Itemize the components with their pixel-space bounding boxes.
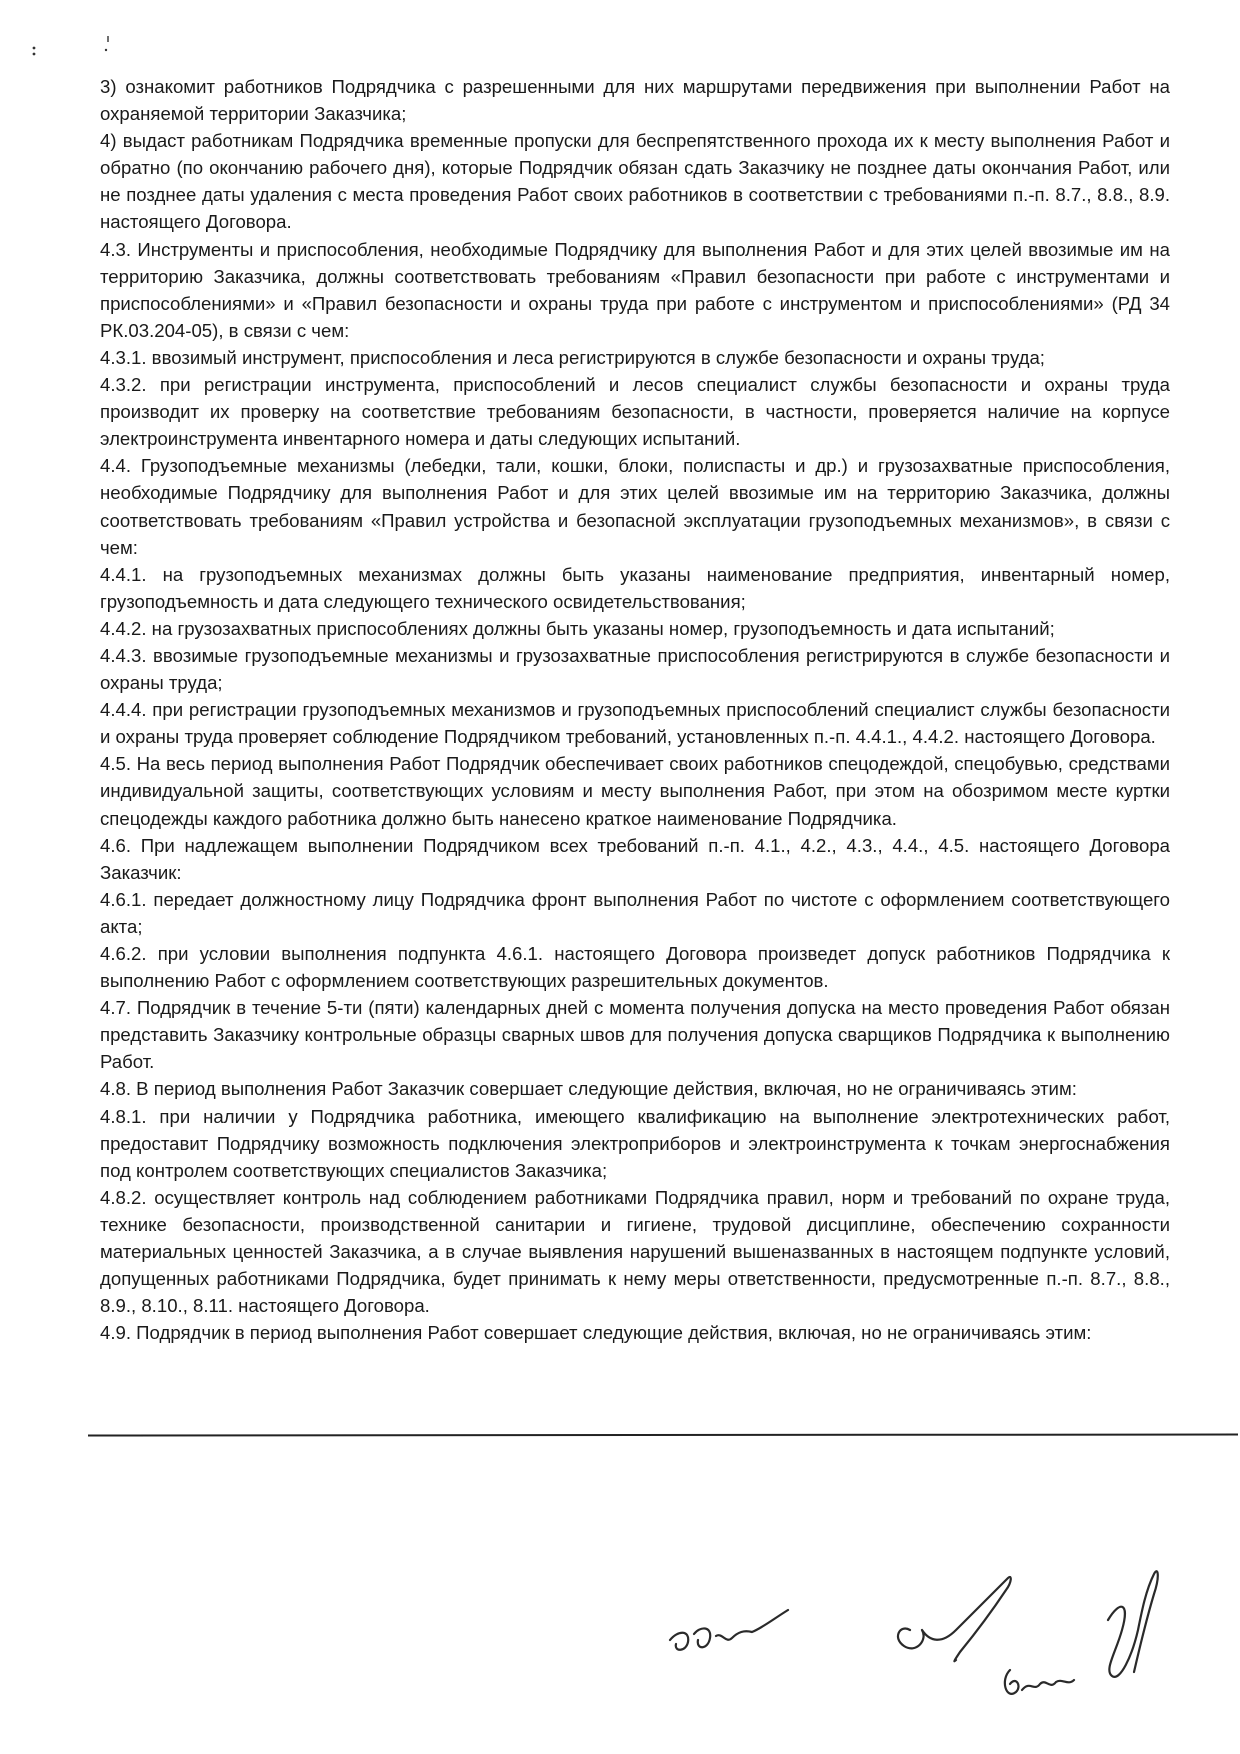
paragraph: 4.5. На весь период выполнения Работ Подрядчик обеспечивает своих работников спецодеждой, спецобувью, средствами индивидуальной защиты, соответствующих условиям и месту выполнения Работ, при этом на обозримом месте куртки спецодежды каждого работника должно быть нанесено краткое наименование Подрядчика. (100, 753, 1170, 829)
signature-3 (1005, 1670, 1074, 1694)
paragraph: 4.8.1. при наличии у Подрядчика работника, имеющего квалификацию на выполнение электротехнических работ, предоставит Подрядчику возможность подключения электроприборов и электроинструмента к точкам энергоснабжения под контролем соответствующих специалистов Заказчика; (100, 1105, 1170, 1181)
paragraph: 4.7. Подрядчик в течение 5-ти (пяти) календарных дней с момента получения допуска на место проведения Работ обязан представить Заказчику контрольные образцы сварных швов для получения допуска сварщиков Подрядчика к выполнению Работ. (100, 997, 1170, 1073)
scan-line-artifact (88, 1433, 1238, 1436)
signature-4 (1108, 1571, 1158, 1677)
paragraph: 4.8.2. осуществляет контроль над соблюдением работниками Подрядчика правил, норм и требований по охране труда, технике безопасности, производственной санитарии и гигиене, трудовой дисциплине, обеспечению сохранности материальных ценностей Заказчика, а в случае выявления нарушений вышеназванных в настоящем подпункте условий, допущенных работниками Подрядчика, будет принимать к нему меры ответственности, предусмотренные п.-п. 8.7., 8.8., 8.9., 8.10., 8.11. настоящего Договора. (100, 1186, 1170, 1317)
paragraph: 4.6.1. передает должностному лицу Подрядчика фронт выполнения Работ по чистоте с оформлением соответствующего акта; (100, 888, 1170, 937)
scan-artifact-marks (30, 34, 120, 64)
paragraph: 4.9. Подрядчик в период выполнения Работ совершает следующие действия, включая, но не ограничиваясь этим: (100, 1322, 1092, 1344)
paragraph: 4.4.3. ввозимые грузоподъемные механизмы и грузозахватные приспособления регистрируются в службе безопасности и охраны труда; (100, 644, 1170, 694)
paragraph: 4.4.1. на грузоподъемных механизмах должны быть указаны наименование предприятия, инвентарный номер, грузоподъемность и дата следующего технического освидетельствования; (100, 563, 1170, 612)
paragraph: 4.3.2. при регистрации инструмента, приспособлений и лесов специалист службы безопасности и охраны труда производит их проверку на соответствие требованиям безопасности, в частности, проверяется наличие на корпусе электроинструмента инвентарного номера и даты следующих испытаний. (100, 374, 1170, 450)
paragraph: 3) ознакомит работников Подрядчика с разрешенными для них маршрутами передвижения при выполнении Работ на охраняемой территории Заказчика; (100, 76, 1170, 125)
paragraph: 4.4.4. при регистрации грузоподъемных механизмов и грузоподъемных приспособлений специалист службы безопасности и охраны труда проверяет соблюдение Подрядчиком требований, установленных п.-п. 4.4.1., 4.4.2. настоящего Договора. (100, 699, 1170, 748)
paragraph: 4.8. В период выполнения Работ Заказчик совершает следующие действия, включая, но не ограничиваясь этим: (100, 1078, 1077, 1100)
paragraph: 4.6. При надлежащем выполнении Подрядчиком всех требований п.-п. 4.1., 4.2., 4.3., 4.4., 4.5. настоящего Договора Заказчик: (100, 834, 1170, 883)
document-body (100, 73, 1170, 1346)
paragraph: 4) выдаст работникам Подрядчика временные пропуски для беспрепятственного прохода их к месту выполнения Работ и обратно (по окончанию рабочего дня), которые Подрядчик обязан сдать Заказчику не позднее даты окончания Работ, или не позднее даты удаления с места проведения Работ своих работников в соответствии с требованиями п.-п. 8.7., 8.8., 8.9. настоящего Договора. (100, 130, 1170, 233)
paragraph: 4.3. Инструменты и приспособления, необходимые Подрядчику для выполнения Работ и для этих целей ввозимые им на территорию Заказчика, должны соответствовать требованиям «Правил безопасности при работе с инструментами и приспособлениями» и «Правил безопасности и охраны труда при работе с инструментом и приспособлениями» (РД 34 РК.03.204-05), в связи с чем: (100, 238, 1170, 341)
paragraph: 4.3.1. ввозимый инструмент, приспособления и леса регистрируются в службе безопасности и охраны труда; (100, 346, 1045, 368)
signature-1 (670, 1610, 788, 1650)
signature-2 (898, 1577, 1011, 1661)
paragraph: 4.4.2. на грузозахватных приспособлениях должны быть указаны номер, грузоподъемность и дата испытаний; (100, 617, 1055, 639)
signatures (660, 1560, 1220, 1754)
paragraph: 4.4. Грузоподъемные механизмы (лебедки, тали, кошки, блоки, полиспасты и др.) и грузозахватные приспособления, необходимые Подрядчику для выполнения Работ и для этих целей ввозимые им на территорию Заказчика, должны соответствовать требованиям «Правил устройства и безопасной эксплуатации грузоподъемных механизмов», в связи с чем: (100, 455, 1170, 558)
paragraph: 4.6.2. при условии выполнения подпункта 4.6.1. настоящего Договора произведет допуск работников Подрядчика к выполнению Работ с оформлением соответствующих разрешительных документов. (100, 943, 1170, 992)
